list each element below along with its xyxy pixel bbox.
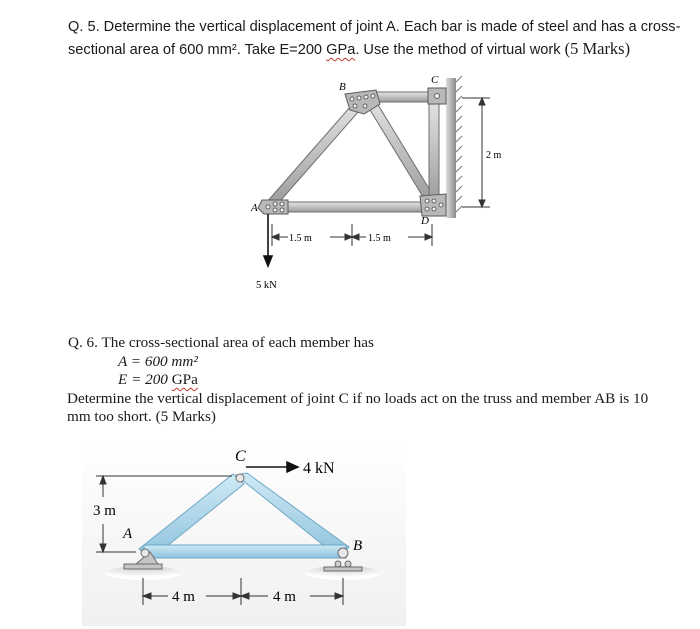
q6-dim-right: 4 m xyxy=(273,589,296,605)
q6-load-label: 4 kN xyxy=(303,460,335,477)
q6-gpa-unit: GPa xyxy=(171,371,198,388)
q5-label-d: D xyxy=(421,215,429,227)
q5-gpa-unit: GPa xyxy=(326,42,356,58)
q5-dim-height: 2 m xyxy=(486,150,502,161)
q5-dim-left: 1.5 m xyxy=(289,233,312,244)
q6-intro: Q. 6. The cross-sectional area of each member has xyxy=(68,334,374,351)
q6-area: A = 600 mm² xyxy=(118,352,198,370)
q6-question: Determine the vertical displacement of joint C if no loads act on the truss and member AB is 10 mm too short. (5 Marks) xyxy=(67,389,649,425)
q5-line-2-end: . Use the method of virtual work xyxy=(355,42,565,58)
q6-dim-height: 3 m xyxy=(93,503,116,519)
q5-label-b: B xyxy=(339,81,346,93)
q6-label-c: C xyxy=(235,448,246,465)
q6-dim-left: 4 m xyxy=(172,589,195,605)
q6-member-ab xyxy=(144,545,346,558)
q6-pin-c xyxy=(236,474,244,482)
q6-label-b: B xyxy=(353,538,363,554)
q6-modulus-value: E = 200 xyxy=(118,371,172,388)
q5-line-2-start: sectional area of 600 mm². Take E=200 xyxy=(68,42,327,58)
q5-label-c: C xyxy=(431,74,439,86)
q5-marks: (5 Marks) xyxy=(564,39,631,58)
q5-load-label: 5 kN xyxy=(256,280,277,291)
q5-dim-right: 1.5 m xyxy=(368,233,391,244)
q5-line-1: Q. 5. Determine the vertical displacement of joint A. Each bar is made of steel and has a cross- xyxy=(68,19,681,35)
q5-label-a: A xyxy=(251,202,258,214)
q6-label-a: A xyxy=(123,526,133,542)
